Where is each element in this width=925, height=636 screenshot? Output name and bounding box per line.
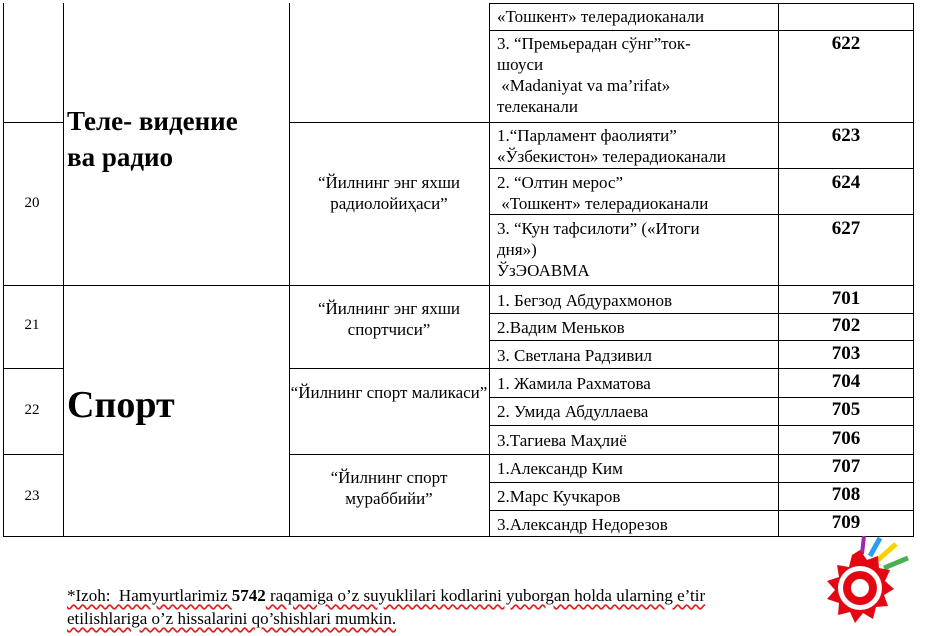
logo-dot [851, 579, 869, 597]
entry-line: телеканали [497, 97, 578, 116]
nomination-title: “Йилнинг спорт маликаси” [290, 383, 488, 402]
entry-text [497, 33, 691, 117]
footnote-text: raqamiga o’z suyuklilari kodlarini yuborgan holda ularning e’tir [265, 586, 706, 605]
entry-text [497, 218, 700, 281]
entry-code: 627 [831, 218, 861, 239]
entry-text: 2.Марс Кучкаров [497, 487, 621, 506]
entry-text: 3.Александр Недорезов [497, 515, 668, 534]
category-sport: Спорт [67, 384, 175, 426]
footnote-text: etilishlariga o’z hissalarini qo’shishlari mumkin. [67, 609, 397, 628]
entry-code: 709 [831, 512, 861, 533]
footnote-line-1 [67, 585, 705, 607]
table-border-left [3, 3, 4, 537]
row-line [289, 454, 914, 455]
row-line [3, 122, 64, 123]
entry-text: 3. Светлана Радзивил [497, 346, 653, 365]
category-tv-radio [67, 103, 238, 175]
row-line [3, 285, 914, 286]
table-col-line-3 [489, 3, 490, 537]
row-line [489, 397, 914, 398]
entry-line: дня») [497, 240, 537, 259]
entry-code: 622 [831, 33, 861, 54]
category-line: ва радио [67, 142, 174, 172]
row-line [489, 425, 914, 426]
entry-text [497, 6, 704, 27]
row-line [289, 122, 914, 123]
nomination-title: “Йилнинг спорт мураббийи” [330, 468, 448, 508]
entry-code: 707 [831, 456, 861, 477]
row-number: 22 [24, 402, 40, 418]
entry-code: 703 [831, 343, 861, 364]
nomination-title: “Йилнинг энг яхши радиолойиҳаси” [317, 173, 461, 213]
entry-line: «Ўзбекистон» телерадиоканали [497, 147, 726, 166]
entry-text: 1. Жамила Рахматова [497, 374, 651, 393]
row-line [489, 168, 914, 169]
row-line [489, 340, 914, 341]
nomination-title: “Йилнинг энг яхши спортчиси” [317, 299, 461, 339]
entry-code: 705 [831, 399, 861, 420]
row-line [3, 368, 64, 369]
row-line [289, 368, 914, 369]
row-line [489, 30, 914, 31]
table-col-line-2 [289, 3, 290, 537]
entry-code: 706 [831, 428, 861, 449]
entry-code: 708 [831, 484, 861, 505]
entry-code: 624 [831, 172, 861, 193]
table-col-line-1 [63, 3, 64, 537]
table-bottom-line [3, 536, 914, 537]
entry-code: 702 [831, 315, 861, 336]
sticker-logo-icon [810, 536, 918, 634]
entry-line: 1.“Парламент фаолияти” [497, 126, 677, 145]
entry-line: ЎзЭОАВМА [497, 261, 590, 280]
footnote-line-2 [67, 608, 396, 630]
entry-line: «Тошкент» телерадиоканали [497, 7, 705, 26]
row-line [3, 454, 64, 455]
entry-code: 623 [831, 125, 861, 146]
entry-text: 2. Умида Абдуллаева [497, 402, 649, 421]
entry-line: «Madaniyat va ma’rifat» [497, 76, 671, 95]
entry-line: 3. “Премьерадан сўнг”ток- [497, 34, 691, 53]
table-top-line [489, 3, 914, 4]
entry-line: 3. “Кун тафсилоти” («Итоги [497, 219, 700, 238]
row-line [489, 510, 914, 511]
entry-text [497, 125, 726, 167]
row-line [489, 214, 914, 215]
row-number: 23 [24, 488, 40, 504]
footnote-prefix: *Izoh: Hamyurtlarimiz [67, 586, 232, 605]
entry-text: 3.Тагиева Маҳлиё [497, 431, 627, 450]
entry-line: 2. “Олтин мерос” [497, 173, 623, 192]
row-line [489, 482, 914, 483]
row-number: 20 [24, 195, 40, 211]
entry-line: шоуси [497, 55, 544, 74]
footnote-number: 5742 [231, 586, 266, 605]
entry-code: 701 [831, 288, 861, 309]
entry-text: 1. Бегзод Абдурахмонов [497, 291, 673, 310]
entry-code: 704 [831, 371, 861, 392]
entry-text: 2.Вадим Меньков [497, 318, 625, 337]
category-line: Теле- видение [67, 106, 238, 136]
entry-text: 1.Александр Ким [497, 459, 623, 478]
entry-text [497, 172, 708, 214]
row-number: 21 [24, 317, 40, 333]
entry-line: «Тошкент» телерадиоканали [497, 194, 709, 213]
table-border-right [913, 3, 914, 537]
row-line [489, 313, 914, 314]
